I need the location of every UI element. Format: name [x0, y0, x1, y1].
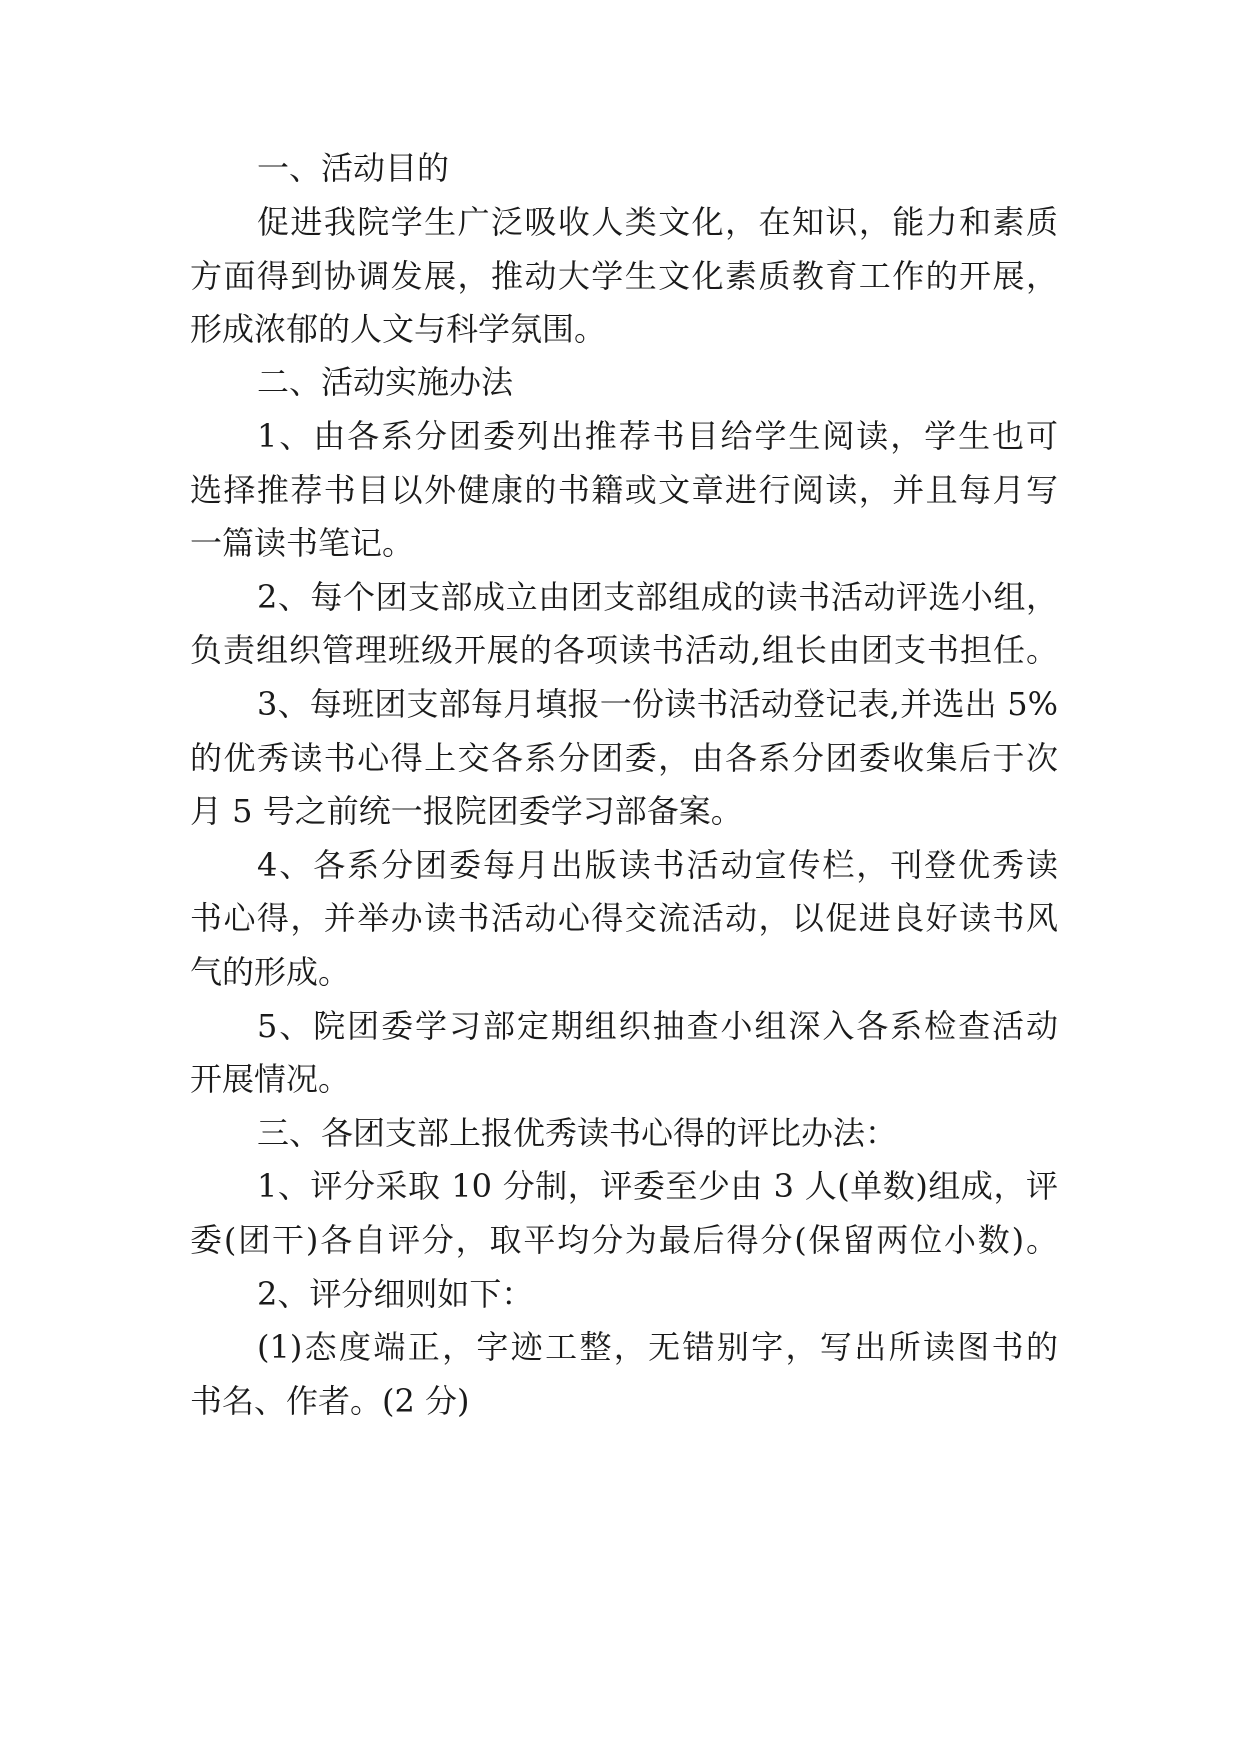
paragraph-line: 4、各系分团委每月出版读书活动宣传栏，刊登优秀读	[257, 846, 1058, 884]
paragraph-line: 委(团干)各自评分，取平均分为最后得分(保留两位小数)。	[190, 1221, 1058, 1259]
paragraph-line: 方面得到协调发展，推动大学生文化素质教育工作的开展，	[190, 257, 1058, 295]
section-1-heading: 一、活动目的	[257, 149, 450, 187]
paragraph-line: 开展情况。	[190, 1060, 351, 1098]
paragraph-line: 一篇读书笔记。	[190, 524, 415, 562]
paragraph-line: 2、每个团支部成立由团支部组成的读书活动评选小组，	[257, 578, 1058, 616]
section-2-heading: 二、活动实施办法	[257, 363, 514, 401]
paragraph-line: 负责组织管理班级开展的各项读书活动,组长由团支书担任。	[190, 631, 1058, 669]
paragraph-line: 形成浓郁的人文与科学氛围。	[190, 310, 607, 348]
paragraph-line: 书心得，并举办读书活动心得交流活动，以促进良好读书风	[190, 899, 1058, 937]
paragraph-line: 促进我院学生广泛吸收人类文化，在知识，能力和素质	[257, 203, 1058, 241]
paragraph-line: 书名、作者。(2 分)	[190, 1382, 470, 1420]
paragraph-line: 5、院团委学习部定期组织抽查小组深入各系检查活动	[257, 1007, 1058, 1045]
paragraph-line: 1、评分采取 10 分制，评委至少由 3 人(单数)组成，评	[257, 1167, 1058, 1205]
section-3-heading: 三、各团支部上报优秀读书心得的评比办法：	[257, 1114, 898, 1152]
paragraph-line: 的优秀读书心得上交各系分团委，由各系分团委收集后于次	[190, 739, 1058, 777]
paragraph-line: 月 5 号之前统一报院团委学习部备案。	[190, 792, 743, 830]
paragraph-line: (1)态度端正，字迹工整，无错别字，写出所读图书的	[257, 1328, 1058, 1366]
paragraph-line: 2、评分细则如下：	[257, 1275, 534, 1313]
paragraph-line: 1、由各系分团委列出推荐书目给学生阅读，学生也可	[257, 417, 1058, 455]
paragraph-line: 3、每班团支部每月填报一份读书活动登记表,并选出 5%	[257, 685, 1058, 723]
paragraph-line: 选择推荐书目以外健康的书籍或文章进行阅读，并且每月写	[190, 471, 1058, 509]
paragraph-line: 气的形成。	[190, 953, 351, 991]
